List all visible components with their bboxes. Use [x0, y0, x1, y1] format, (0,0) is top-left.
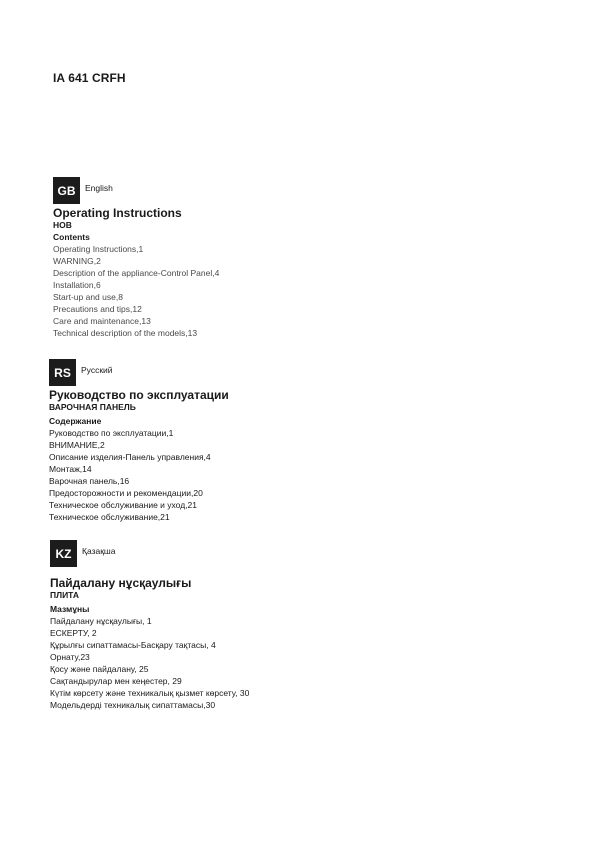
toc-item: Күтім көрсету және техникалық қызмет көрсету, 30 [50, 688, 250, 698]
doc-title: Пайдалану нұсқаулығы [50, 576, 192, 590]
toc-item: Operating Instructions,1 [53, 244, 144, 254]
section-english [53, 177, 219, 339]
language-header [50, 540, 249, 567]
doc-title: Operating Instructions [53, 206, 182, 220]
toc-item: Предосторожности и рекомендации,20 [49, 488, 203, 498]
doc-subtitle: ВАРОЧНАЯ ПАНЕЛЬ [49, 402, 136, 412]
language-header [53, 177, 219, 204]
toc-item: Модельдерді техникалық сипаттамасы,30 [50, 700, 216, 710]
toc-item: Қосу және пайдалану, 25 [50, 664, 149, 674]
toc-item: Описание изделия-Панель управления,4 [49, 452, 211, 462]
section-russian [49, 359, 229, 523]
model-number: IA 641 CRFH [53, 71, 126, 85]
toc-item: Құрылғы сипаттамасы-Басқару тақтасы, 4 [50, 640, 216, 650]
contents-list [49, 427, 229, 523]
toc-item: Description of the appliance-Control Panel,4 [53, 268, 220, 278]
contents-heading: Contents [53, 232, 90, 242]
toc-item: Орнату,23 [50, 652, 90, 662]
toc-item: Техническое обслуживание и уход,21 [49, 500, 197, 510]
contents-list [53, 243, 219, 339]
toc-item: Варочная панель,16 [49, 476, 130, 486]
toc-item: Care and maintenance,13 [53, 316, 151, 326]
doc-subtitle: HOB [53, 220, 72, 230]
contents-heading: Содержание [49, 416, 102, 426]
doc-subtitle: ПЛИТА [50, 590, 79, 600]
toc-item: Сақтандырулар мен кеңестер, 29 [50, 676, 182, 686]
toc-item: Start-up and use,8 [53, 292, 123, 302]
toc-item: Техническое обслуживание,21 [49, 512, 170, 522]
language-badge: RS [49, 359, 76, 386]
toc-item: Installation,6 [53, 280, 101, 290]
language-name: English [85, 183, 113, 193]
toc-item: Монтаж,14 [49, 464, 92, 474]
section-kazakh [50, 540, 249, 711]
toc-item: WARNING,2 [53, 256, 101, 266]
toc-item: Precautions and tips,12 [53, 304, 142, 314]
language-name: Қазақша [82, 546, 116, 556]
toc-item: ВНИМАНИЕ,2 [49, 440, 105, 450]
language-header [49, 359, 229, 386]
toc-item: Руководство по эксплуатации,1 [49, 428, 174, 438]
toc-item: Technical description of the models,13 [53, 328, 198, 338]
language-badge: KZ [50, 540, 77, 567]
toc-item: ЕСКЕРТУ, 2 [50, 628, 97, 638]
language-badge: GB [53, 177, 80, 204]
contents-list [50, 615, 249, 711]
contents-heading: Мазмұны [50, 604, 90, 614]
language-name: Русский [81, 365, 113, 375]
toc-item: Пайдалану нұсқаулығы, 1 [50, 616, 152, 626]
doc-title: Руководство по эксплуатации [49, 388, 229, 402]
